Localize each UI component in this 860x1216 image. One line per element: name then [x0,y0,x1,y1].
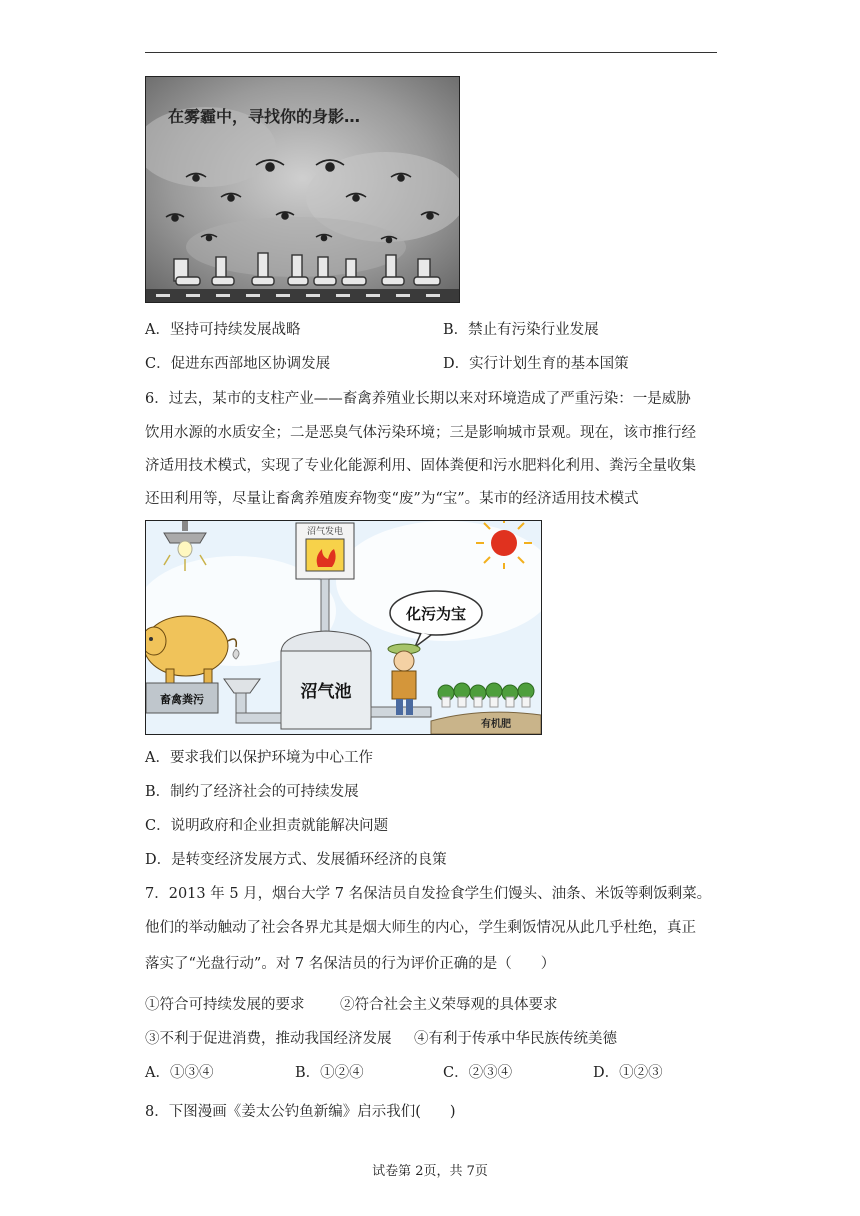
q5-option-d: D．实行计划生育的基本国策 [443,356,629,372]
q7-statement-3: ③不利于促进消费，推动我国经济发展 [145,1031,392,1047]
tank-label: 沼气池 [300,682,352,702]
q7-stem-line-2: 他们的举动触动了社会各界尤其是烟大师生的内心，学生剩饭情况从此几乎杜绝，真正 [145,920,696,936]
speech-bubble-text: 化污为宝 [405,605,467,623]
smog-comic [145,76,460,303]
q7-stem-line-1: 7．2013 年 5 月，烟台大学 7 名保洁员自发捡食学生们馒头、油条、米饭等剩饭剩菜。 [145,886,712,902]
biogas-comic-drawing [146,521,541,734]
q8-stem: 8．下图漫画《姜太公钓鱼新编》启示我们( ) [145,1104,456,1120]
q7-statement-2: ②符合社会主义荣辱观的具体要求 [340,997,558,1013]
q5-option-c: C．促进东西部地区协调发展 [145,356,331,372]
q7-option-b: B．①②④ [295,1065,364,1081]
q6-stem-line-1: 6．过去，某市的支柱产业——畜禽养殖业长期以来对环境造成了严重污染：一是威胁 [145,391,691,407]
q7-option-a: A．①③④ [145,1065,214,1081]
biogas-comic [145,520,542,735]
page-footer: 试卷第 2页，共 7页 [372,1164,488,1179]
sign-label: 沼气发电 [306,527,344,537]
q7-option-c: C．②③④ [443,1065,513,1081]
q6-stem-line-3: 济适用技术模式，实现了专业化能源利用、固体粪便和污水肥料化利用、粪污全量收集 [145,458,696,474]
waste-label: 畜禽粪污 [160,693,204,706]
q7-statement-4: ④有利于传承中华民族传统美德 [414,1031,617,1047]
q6-option-c: C．说明政府和企业担责就能解决问题 [145,818,389,834]
q6-option-d: D．是转变经济发展方式、发展循环经济的良策 [145,852,447,868]
q5-option-b: B．禁止有污染行业发展 [443,322,599,338]
q7-stem-line-3: 落实了“光盘行动”。对 7 名保洁员的行为评价正确的是（ ） [145,956,556,972]
fertilizer-label: 有机肥 [481,719,511,730]
q6-stem-line-4: 还田利用等，尽量让畜禽养殖废弃物变“废”为“宝”。某市的经济适用技术模式 [145,491,639,507]
header-rule [145,52,717,53]
q6-stem-line-2: 饮用水源的水质安全；二是恶臭气体污染环境；三是影响城市景观。现在，该市推行经 [145,425,696,441]
q6-option-b: B．制约了经济社会的可持续发展 [145,784,359,800]
q6-option-a: A．要求我们以保护环境为中心工作 [145,750,373,766]
q5-option-a: A．坚持可持续发展战略 [145,322,301,338]
q7-statement-1: ①符合可持续发展的要求 [145,997,305,1013]
comic-caption: 在雾霾中，寻找你的身影… [168,107,361,126]
smog-comic-drawing [146,77,459,302]
q7-option-d: D．①②③ [593,1065,663,1081]
